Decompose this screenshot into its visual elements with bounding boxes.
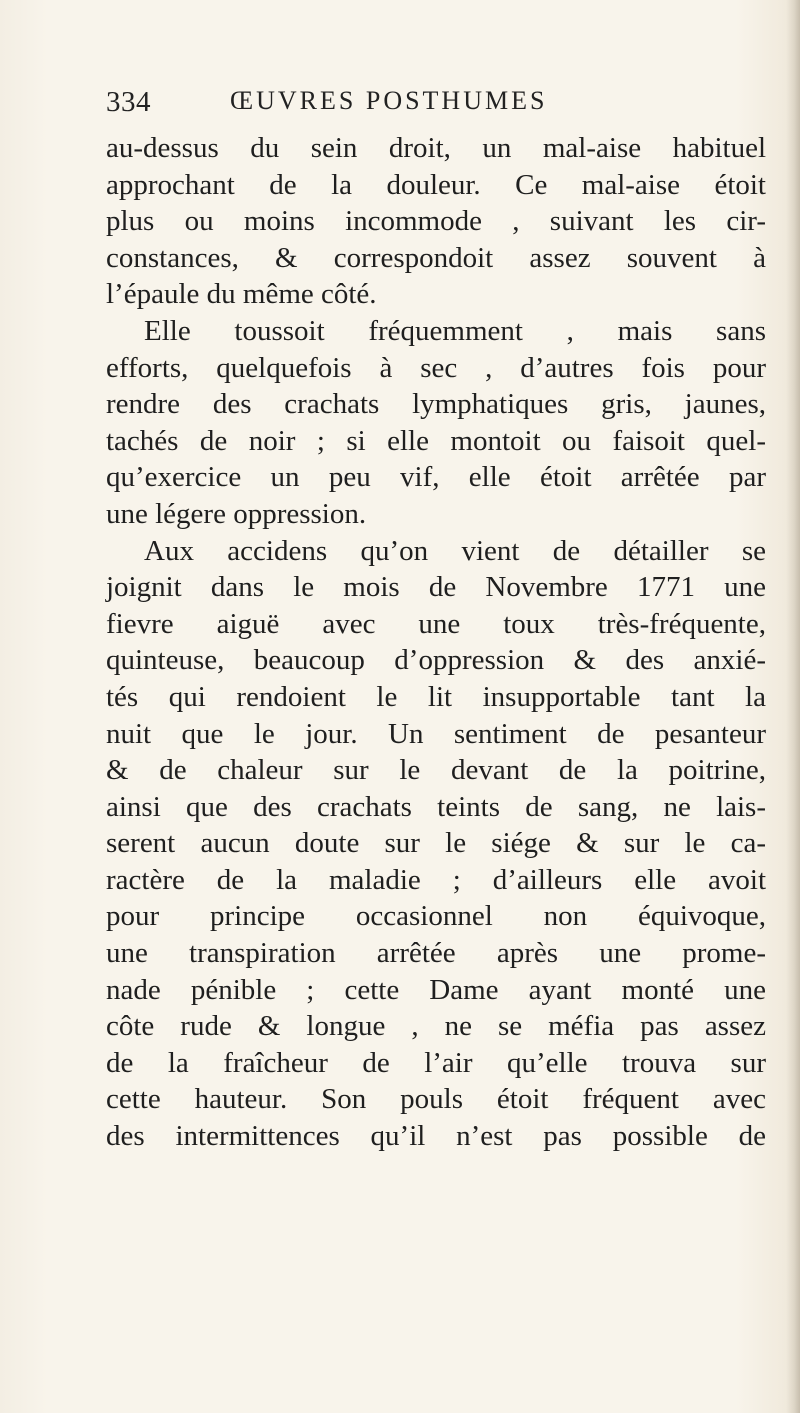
text-line: nuit que le jour. Un sentiment de pesanteur bbox=[106, 717, 766, 750]
body-text bbox=[106, 130, 766, 1155]
paragraph-start-line: Elle toussoit fréquemment , mais sans bbox=[144, 314, 766, 347]
text-line: une transpiration arrêtée après une prome- bbox=[106, 937, 766, 970]
text-line: pour principe occasionnel non équivoque, bbox=[106, 900, 766, 933]
page-edge-shadow bbox=[786, 0, 800, 1413]
paragraph-start-line: Aux accidens qu’on vient de détailler se bbox=[144, 534, 766, 567]
text-line: l’épaule du même côté. bbox=[106, 278, 377, 311]
text-line: & de chaleur sur le devant de la poitrine, bbox=[106, 754, 766, 787]
text-line: ractère de la maladie ; d’ailleurs elle avoit bbox=[106, 863, 766, 896]
text-line: de la fraîcheur de l’air qu’elle trouva sur bbox=[106, 1046, 766, 1079]
text-line: cette hauteur. Son pouls étoit fréquent avec bbox=[106, 1083, 766, 1116]
text-line: au-dessus du sein droit, un mal-aise habituel bbox=[106, 132, 766, 164]
text-line: joignit dans le mois de Novembre 1771 une bbox=[106, 571, 766, 604]
text-line: des intermittences qu’il n’est pas possible de bbox=[106, 1120, 766, 1153]
text-line: constances, & correspondoit assez souvent à bbox=[106, 241, 766, 274]
text-line: qu’exercice un peu vif, elle étoit arrêtée par bbox=[106, 461, 766, 494]
text-line: rendre des crachats lymphatiques gris, jaunes, bbox=[106, 388, 766, 421]
page-number: 334 bbox=[106, 86, 151, 118]
text-line: efforts, quelquefois à sec , d’autres fois pour bbox=[106, 351, 766, 384]
text-line: une légere oppression. bbox=[106, 497, 367, 530]
text-line: nade pénible ; cette Dame ayant monté une bbox=[106, 973, 766, 1006]
text-line: serent aucun doute sur le siége & sur le ca- bbox=[106, 827, 766, 860]
page-header bbox=[106, 84, 726, 124]
text-line: tachés de noir ; si elle montoit ou faisoit quel- bbox=[106, 424, 766, 457]
text-line: plus ou moins incommode , suivant les cir- bbox=[106, 205, 766, 238]
text-line: quinteuse, beaucoup d’oppression & des anxié- bbox=[106, 644, 766, 677]
text-line: ainsi que des crachats teints de sang, ne lais- bbox=[106, 790, 766, 823]
text-line: approchant de la douleur. Ce mal-aise étoit bbox=[106, 168, 766, 201]
running-title: ŒUVRES POSTHUMES bbox=[230, 86, 548, 115]
text-line: côte rude & longue , ne se méfia pas assez bbox=[106, 1010, 766, 1043]
text-line: fievre aiguë avec une toux très-fréquente, bbox=[106, 607, 766, 640]
text-line: tés qui rendoient le lit insupportable tant la bbox=[106, 680, 766, 713]
